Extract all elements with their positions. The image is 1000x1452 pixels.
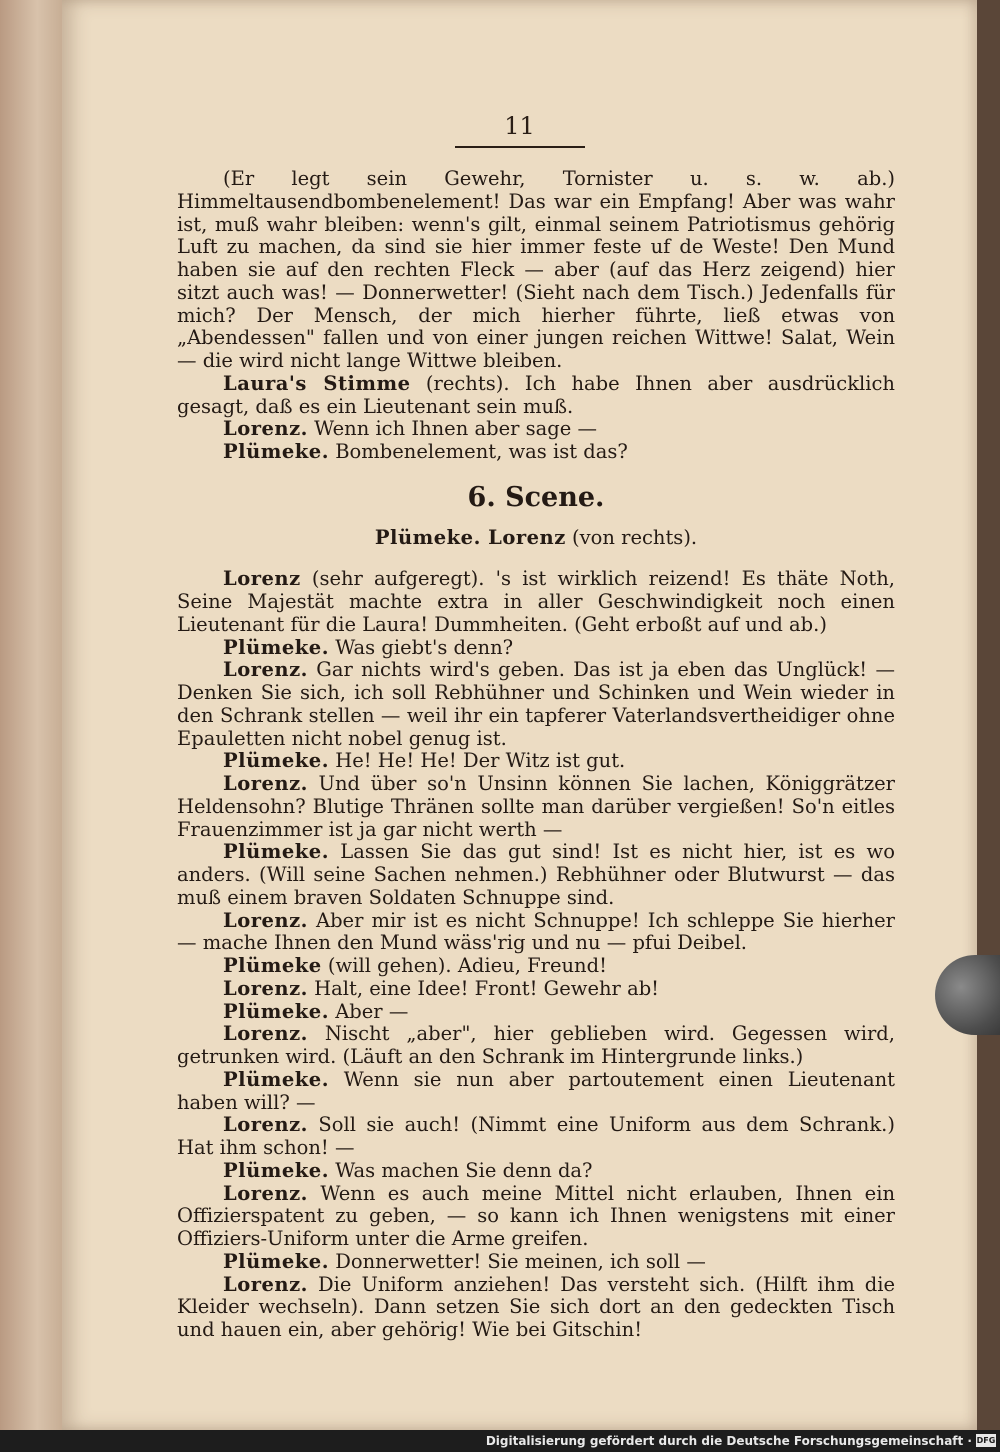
header-rule [455, 146, 585, 148]
dialogue-line [177, 418, 895, 441]
speaker-name: Lorenz. [223, 772, 308, 795]
dialogue-line [177, 750, 895, 773]
line-text: (sehr aufgeregt). 's ist wirklich reizend! Es thäte Noth, Seine Majestät machte extra in aller Geschwindigkeit noch einen Lieutenant für die Laura! Dummheiten. (Geht erboßt auf und ab.) [177, 567, 896, 636]
dialogue-line [177, 773, 895, 841]
speaker-name: Lorenz. [223, 658, 308, 682]
speaker-name: Lorenz. [223, 908, 308, 932]
speaker-name: Plümeke. [223, 1067, 329, 1091]
line-text: Lassen Sie das gut sind! Ist es nicht hier, ist es wo anders. (Will seine Sachen nehmen.) Rebhühner oder Blutwurst — das muß einem braven Soldaten Schnuppe sind. [177, 840, 895, 909]
dialogue-line [177, 1251, 895, 1274]
line-text: Donnerwetter! Sie meinen, ich soll — [335, 1249, 706, 1273]
line-text: Wenn ich Ihnen aber sage — [314, 417, 598, 441]
speaker-name: Lorenz. [223, 1272, 308, 1296]
line-text: Soll sie auch! (Nimmt eine Uniform aus dem Schrank.) Hat ihm schon! — [177, 1113, 895, 1159]
footer-text: Digitalisierung gefördert durch die Deutsche Forschungsgemeinschaft · [485, 1434, 972, 1448]
line-text: Nischt „aber", hier geblieben wird. Gegessen wird, getrunken wird. (Läuft an den Schrank im Hintergrunde links.) [177, 1022, 895, 1068]
speaker-name: Lorenz. [223, 417, 308, 441]
line-text: Was machen Sie denn da? [335, 1158, 593, 1182]
line-text: He! He! He! Der Witz ist gut. [335, 749, 626, 773]
line-text: Gar nichts wird's geben. Das ist ja eben das Unglück! — Denken Sie sich, ich soll Rebhühner und Schinken und Wein wieder in den Schrank stellen — weil ihr ein tapferer Vaterlandsvertheidiger ohne Epauletten nicht nobel genug ist. [177, 658, 895, 750]
line-text: Wenn sie nun aber partoutement einen Lieutenant haben will? — [177, 1067, 895, 1114]
dialogue-line [177, 659, 895, 750]
footer-bar [0, 1430, 1000, 1452]
adjacent-page-edge [0, 0, 62, 1430]
scene-title: 6. Scene. [467, 481, 605, 513]
speaker-name: Lorenz [223, 567, 301, 591]
dialogue-line [177, 1001, 895, 1024]
speaker-name: Plümeke. [223, 635, 329, 659]
dialogue-line [177, 841, 895, 909]
scene-cast-direction: (von rechts). [565, 525, 698, 549]
dfg-logo: DFG [976, 1436, 996, 1445]
page-text [177, 168, 895, 1342]
dialogue-line [177, 441, 895, 464]
dialogue-line [177, 1183, 895, 1251]
book-page [62, 0, 977, 1430]
line-text: Wenn es auch meine Mittel nicht erlauben, Ihnen ein Offizierspatent zu geben, — so kann ich Ihnen wenigstens mit einer Offiziers-Uniform unter die Arme greifen. [177, 1181, 896, 1250]
dialogue-line [177, 955, 895, 978]
dialogue-line [177, 1069, 895, 1115]
speaker-name: Plümeke. [223, 840, 329, 864]
line-text: Was giebt's denn? [335, 635, 514, 659]
speaker-name: Lorenz. [223, 976, 308, 1000]
dialogue-line [177, 978, 895, 1001]
speaker-name: Plümeke. [223, 1249, 329, 1273]
dialogue-line [177, 1274, 895, 1342]
dialogue-line [177, 1160, 895, 1183]
speaker-name: Plümeke. [223, 749, 329, 773]
dialogue-before-scene [177, 373, 895, 464]
dialogue-line [177, 637, 895, 660]
speaker-name: Lorenz. [223, 1022, 308, 1046]
dialogue-line [177, 568, 895, 636]
line-text: Aber — [335, 999, 409, 1023]
line-text: Aber mir ist es nicht Schnuppe! Ich schleppe Sie hierher — mache Ihnen den Mund wäss'rig und nu — pfui Deibel. [177, 908, 895, 955]
scene-cast [177, 527, 895, 550]
line-text: Bombenelement, was ist das? [335, 440, 628, 463]
intro-paragraph: (Er legt sein Gewehr, Tornister u. s. w. ab.) Himmeltausendbombenelement! Das war ein Empfang! Aber was wahr ist, muß wahr bleiben: wenn's gilt, einmal seinem Patriotismus gehörig Luft zu machen, da sind sie hier immer feste uf de Weste! Den Mund haben sie auf den rechten Fleck — aber (auf das Herz zeigend) hier sitzt auch was! — Donnerwetter! (Sieht nach dem Tisch.) Jedenfalls für mich? Der Mensch, der mich hierher führte, ließ etwas von „Abendessen" fallen und von einer jungen reichen Wittwe! Salat, Wein — die wird nicht lange Wittwe bleiben. [177, 167, 895, 372]
dialogue-line [177, 910, 895, 956]
dialogue-line [177, 1023, 895, 1069]
speaker-name: Plümeke. [223, 999, 329, 1023]
speaker-name: Plümeke. [223, 440, 329, 463]
speaker-name: Lorenz. [223, 1113, 308, 1137]
scene-cast-names: Plümeke. Lorenz [374, 525, 566, 549]
dialogue-line [177, 373, 895, 419]
speaker-name: Laura's Stimme [223, 371, 411, 395]
page-number: 11 [504, 112, 535, 140]
dialogue-after-scene [177, 568, 895, 1342]
line-text: Halt, eine Idee! Front! Gewehr ab! [314, 976, 660, 1000]
line-text: (rechts). Ich habe Ihnen aber ausdrücklich gesagt, daß es ein Lieutenant sein muß. [177, 371, 895, 418]
speaker-name: Plümeke [223, 954, 322, 977]
speaker-name: Plümeke. [223, 1158, 329, 1182]
dialogue-line [177, 1114, 895, 1160]
line-text: Die Uniform anziehen! Das versteht sich. (Hilft ihm die Kleider wechseln). Dann setzen Sie sich dort an den gedeckten Tisch und hauen ein, aber gehörig! Wie bei Gitschin! [177, 1272, 895, 1341]
book-cover-edge [977, 0, 1000, 1430]
speaker-name: Lorenz. [223, 1181, 308, 1205]
line-text: Und über so'n Unsinn können Sie lachen, Königgrätzer Heldensohn? Blutige Thränen sollte man darüber vergießen! So'n eitles Frauenzimmer ist ja gar nicht werth — [177, 772, 895, 841]
line-text: (will gehen). Adieu, Freund! [327, 954, 607, 977]
